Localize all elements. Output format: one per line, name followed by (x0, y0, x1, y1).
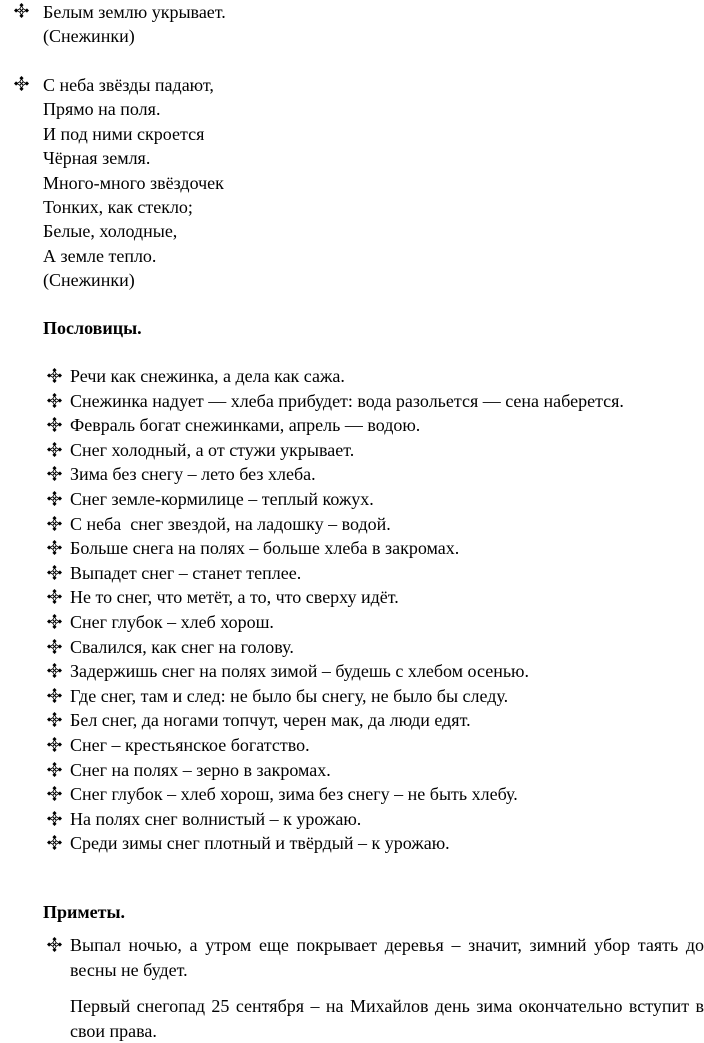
proverb-item (47, 487, 704, 512)
proverb-item (47, 684, 704, 709)
riddle-block (14, 73, 704, 293)
riddle-answer: (Снежинки) (43, 26, 135, 47)
proverb-item (47, 462, 704, 487)
proverb-text: Не то снег, что метёт, а то, что сверху идёт. (70, 587, 399, 608)
diamond-quad-bullet-icon (47, 614, 62, 629)
proverb-text: Задержишь снег на полях зимой – будешь с хлебом осенью. (70, 661, 529, 682)
proverb-item (47, 512, 704, 537)
proverb-item (47, 635, 704, 660)
proverb-item (47, 389, 704, 414)
riddle-line: Прямо на поля. (43, 99, 161, 120)
diamond-quad-bullet-icon (47, 516, 62, 531)
proverb-item (47, 807, 704, 832)
proverb-item (47, 733, 704, 758)
riddle-text (43, 73, 704, 293)
signs-list (47, 933, 704, 1043)
proverb-item (47, 438, 704, 463)
diamond-quad-bullet-icon (47, 540, 62, 555)
proverb-text: Снег глубок – хлеб хорош. (70, 611, 274, 632)
sign-item (47, 933, 704, 982)
proverb-item (47, 610, 704, 635)
proverb-item (47, 536, 704, 561)
diamond-quad-bullet-icon (47, 811, 62, 826)
proverbs-heading: Пословицы. (43, 318, 142, 338)
diamond-quad-bullet-icon (14, 76, 29, 91)
proverb-text: Зима без снегу – лето без хлеба. (70, 464, 316, 485)
diamond-quad-bullet-icon (47, 737, 62, 752)
proverb-item (47, 782, 704, 807)
sign-item (47, 994, 704, 1043)
proverb-text: Больше снега на полях – больше хлеба в закромах. (70, 538, 460, 559)
riddle-text (43, 0, 704, 49)
sign-text: Первый снегопад 25 сентября – на Михайлов день зима окончательно вступит в свои права. (70, 996, 704, 1041)
signs-heading: Приметы. (43, 902, 126, 922)
riddle-line: С неба звёзды падают, (43, 75, 214, 95)
proverb-item (47, 831, 704, 856)
diamond-quad-bullet-icon (47, 442, 62, 457)
riddle-line: Тонких, как стекло; (43, 196, 193, 217)
diamond-quad-bullet-icon (47, 589, 62, 604)
proverb-item (47, 708, 704, 733)
sign-text: Выпал ночью, а утром еще покрывает деревья – значит, зимний убор таять до весны не будет. (70, 935, 704, 980)
proverb-text: Свалился, как снег на голову. (70, 636, 294, 657)
proverb-text: На полях снег волнистый – к урожаю. (70, 808, 362, 829)
diamond-quad-bullet-icon (47, 565, 62, 580)
diamond-quad-bullet-icon (47, 835, 62, 850)
proverb-text: Снег глубок – хлеб хорош, зима без снегу – не быть хлебу. (70, 784, 518, 805)
proverbs-list (47, 364, 704, 856)
diamond-quad-bullet-icon (14, 3, 29, 18)
diamond-quad-bullet-icon (47, 639, 62, 654)
diamond-quad-bullet-icon (47, 663, 62, 678)
riddle-line: И под ними скроется (43, 123, 205, 144)
proverb-item (47, 758, 704, 783)
proverb-text: Снег холодный, а от стужи укрывает. (70, 439, 355, 460)
proverb-text: Речи как снежинка, а дела как сажа. (70, 366, 345, 386)
diamond-quad-bullet-icon (47, 688, 62, 703)
diamond-quad-bullet-icon (47, 786, 62, 801)
riddle-line: Белые, холодные, (43, 221, 178, 242)
diamond-quad-bullet-icon (47, 417, 62, 432)
riddle-line: Чёрная земля. (43, 148, 151, 169)
proverb-text: Снег – крестьянское богатство. (70, 734, 310, 755)
diamond-quad-bullet-icon (47, 393, 62, 408)
proverb-item (47, 413, 704, 438)
diamond-quad-bullet-icon (47, 712, 62, 727)
riddle-line: А земле тепло. (43, 245, 157, 266)
diamond-quad-bullet-icon (47, 491, 62, 506)
proverb-text: Снежинка надует — хлеба прибудет: вода разольется — сена наберется. (70, 390, 624, 411)
proverb-text: Среди зимы снег плотный и твёрдый – к урожаю. (70, 833, 450, 854)
diamond-quad-bullet-icon (47, 466, 62, 481)
diamond-quad-bullet-icon (47, 937, 62, 952)
riddle-line: Белым землю укрывает. (43, 2, 226, 22)
proverb-text: С неба снег звездой, на ладошку – водой. (70, 513, 391, 534)
riddle-block (14, 0, 704, 49)
proverb-text: Февраль богат снежинками, апрель — водою. (70, 415, 421, 436)
proverb-text: Снег земле-кормилице – теплый кожух. (70, 488, 374, 509)
proverb-text: Бел снег, да ногами топчут, черен мак, да люди едят. (70, 710, 471, 731)
proverb-item (47, 585, 704, 610)
proverb-item (47, 561, 704, 586)
proverb-text: Снег на полях – зерно в закромах. (70, 759, 331, 780)
proverb-item (47, 364, 704, 389)
riddle-line: Много-много звёздочек (43, 172, 224, 193)
riddle-answer: (Снежинки) (43, 270, 135, 291)
proverb-item (47, 659, 704, 684)
diamond-quad-bullet-icon (47, 368, 62, 383)
diamond-quad-bullet-icon (47, 762, 62, 777)
proverb-text: Выпадет снег – станет теплее. (70, 562, 302, 583)
proverb-text: Где снег, там и след: не было бы снегу, не было бы следу. (70, 685, 509, 706)
